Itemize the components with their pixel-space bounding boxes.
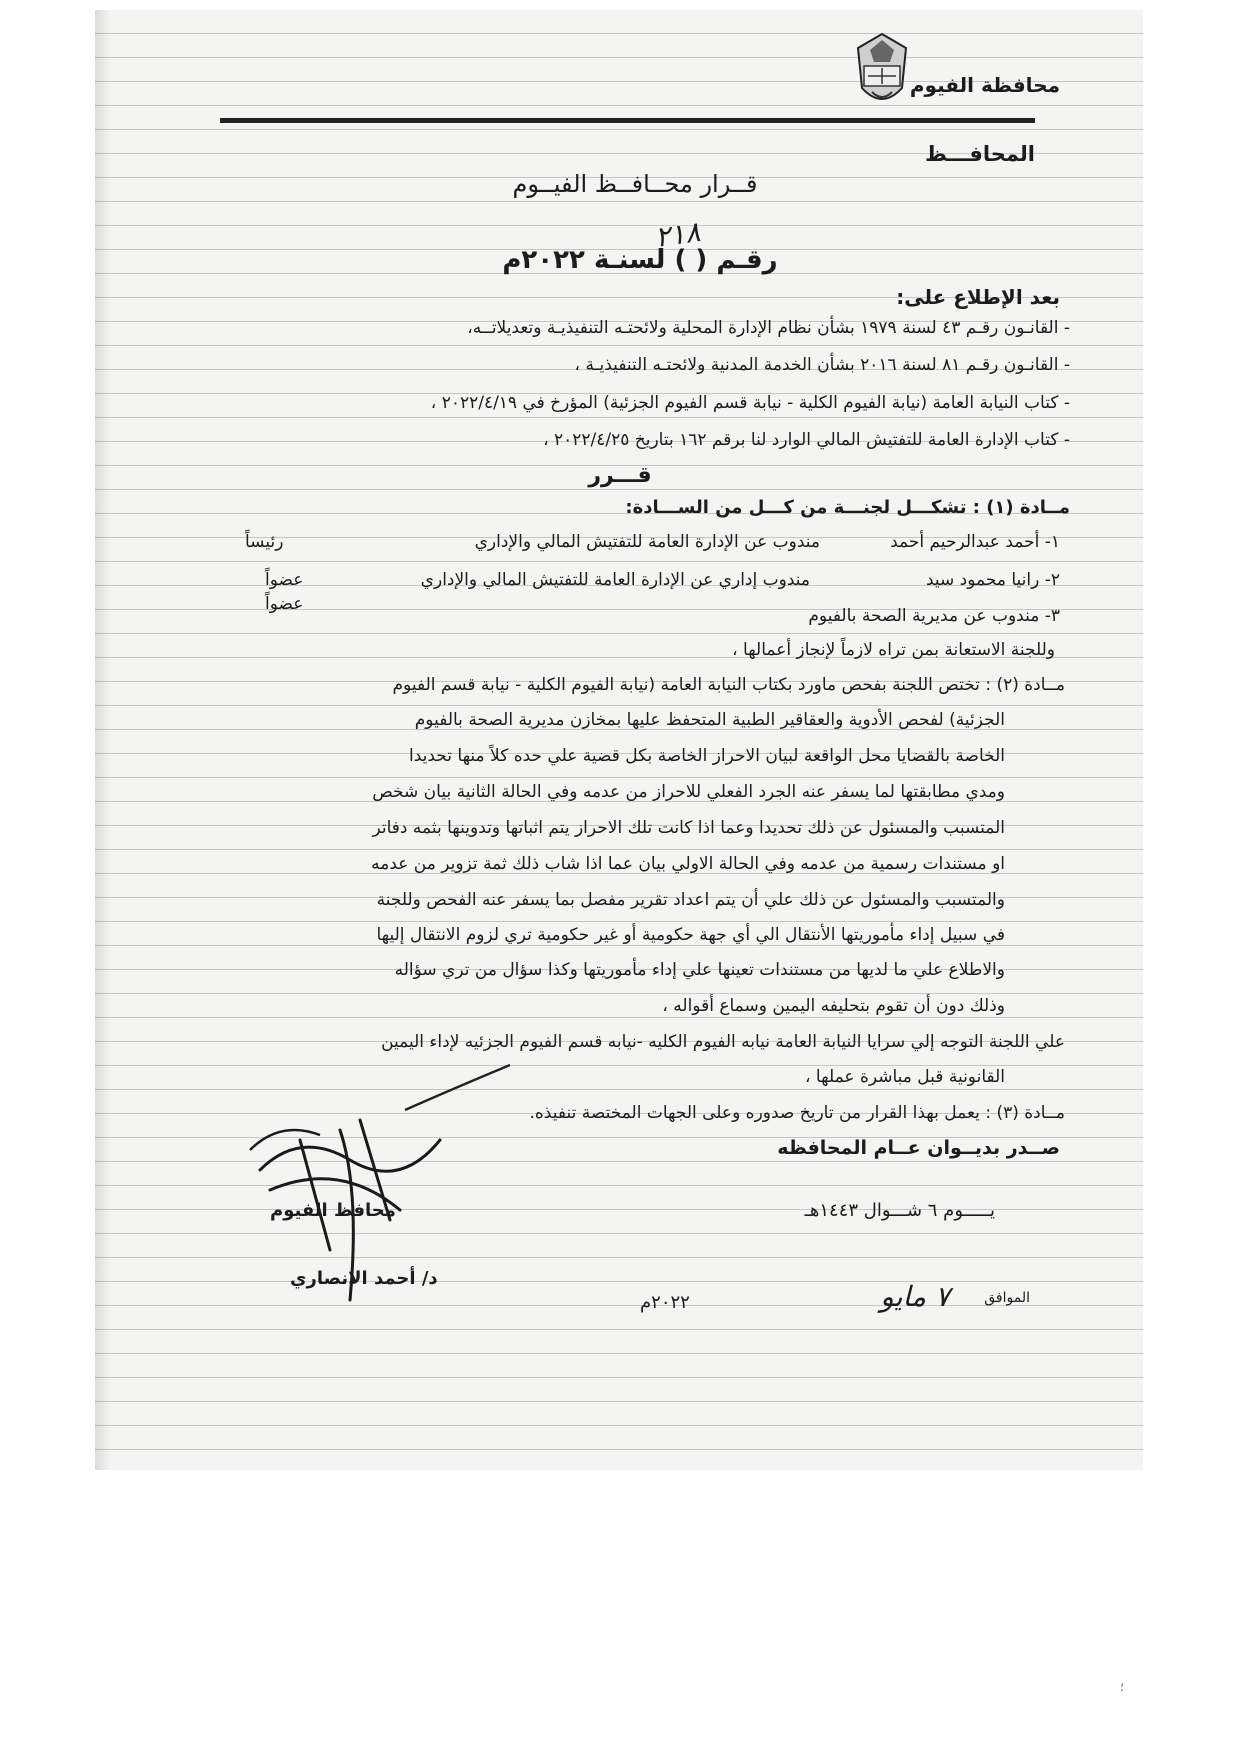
- article-2-line: الخاصة بالقضايا محل الواقعة لبيان الاحراز الخاصة بكل قضية علي حده كلاً منها تحديدا: [408, 746, 1005, 766]
- member-1-name: ١- أحمد عبدالرحيم أحمد: [890, 532, 1060, 552]
- article-2-line: مــادة (٢) : تختص اللجنة بفحص ماورد بكتاب النيابة العامة (نيابة الفيوم الكلية - نيابة قسم الفيوم: [392, 675, 1065, 695]
- member-1-role: رئيساً: [245, 532, 284, 552]
- issued-line: صــدر بديــوان عــام المحافظه: [777, 1137, 1060, 1159]
- article-2-line: علي اللجنة التوجه إلي سرايا النيابة العامة نيابه الفيوم الكليه -نيابه قسم الفيوم الجزئيه لإداء اليمين: [381, 1032, 1065, 1052]
- member-2-name: ٢- رانيا محمود سيد: [925, 570, 1060, 590]
- member-2-desc: مندوب إداري عن الإدارة العامة للتفتيش المالي والإداري: [420, 570, 810, 590]
- preamble-item: - القانـون رقـم ٤٣ لسنة ١٩٧٩ بشأن نظام الإدارة المحلية ولائحتـه التنفيذيـة وتعديلاتــه،: [467, 318, 1070, 338]
- member-3-name: ٣- مندوب عن مديرية الصحة بالفيوم: [808, 606, 1060, 626]
- article-2-line: في سبيل إداء مأموريتها الأنتقال الي أي جهة حكومية أو غير حكومية تري لزوم الانتقال إليها: [376, 925, 1005, 945]
- article-1-note: وللجنة الاستعانة بمن تراه لازماً لإنجاز أعمالها ،: [732, 640, 1055, 660]
- hijri-date: يـــــوم ٦ شـــوال ١٤٤٣هـ: [804, 1200, 995, 1221]
- article-2-line: او مستندات رسمية من عدمه وفي الحالة الاولي بيان عما اذا شاب ذلك ثمة تزوير من عدمه: [371, 854, 1005, 874]
- article-2-line: ومدي مطابقتها لما يسفر عنه الجرد الفعلي للاحراز من عدمه وفي الحالة الثانية بيان شخص: [372, 782, 1005, 802]
- governorate-seal-icon: [850, 28, 914, 114]
- gregorian-handwritten: ٧ مايو: [880, 1280, 950, 1313]
- header-divider: [220, 118, 1035, 123]
- preamble-heading: بعد الإطلاع على:: [896, 285, 1060, 309]
- preamble-item: - كتاب النيابة العامة (نيابة الفيوم الكلية - نيابة قسم الفيوم الجزئية) المؤرخ في ٢٠٢٢/٤/١٩ ،: [430, 393, 1070, 413]
- article-1-heading: مــادة (١) : تشكـــل لجنـــة من كـــل من الســـادة:: [625, 497, 1070, 518]
- article-2-line: والمتسبب والمسئول عن ذلك علي أن يتم اعداد تقرير مفصل بما يسفر عنه الفحص وللجنة: [376, 890, 1005, 910]
- member-3-role: عضواً: [265, 594, 304, 614]
- decree-title: قــرار محــافــظ الفيــوم: [512, 170, 758, 198]
- page-corner-mark: ؛: [1120, 1680, 1124, 1694]
- article-2-line: الجزئية) لفحص الأدوية والعقاقير الطبية المتحفظ عليها بمخازن مديرية الصحة بالفيوم: [414, 710, 1005, 730]
- office-title: المحافـــظ: [925, 142, 1035, 166]
- member-2-role: عضواً: [265, 570, 304, 590]
- article-2-line: وذلك دون أن تقوم بتحليفه اليمين وسماع أقواله ،: [662, 996, 1005, 1016]
- article-2-line: والاطلاع علي ما لديها من مستندات تعينها علي إداء مأموريتها وكذا سؤال من تري سؤاله: [394, 960, 1005, 980]
- preamble-item: - القانـون رقـم ٨١ لسنة ٢٠١٦ بشأن الخدمة المدنية ولائحتـه التنفيذيـة ،: [574, 355, 1070, 375]
- handwritten-decree-number: ٢١٨: [652, 215, 703, 254]
- handwritten-signature: [240, 1100, 490, 1310]
- gregorian-label: الموافق: [984, 1290, 1030, 1306]
- ink-stroke: [400, 1060, 520, 1120]
- decree-number-line: رقـم ( ) لسنـة ٢٠٢٢م: [502, 245, 778, 275]
- member-1-desc: مندوب عن الإدارة العامة للتفتيش المالي والإداري: [474, 532, 820, 552]
- article-3: مــادة (٣) : يعمل بهذا القرار من تاريخ صدوره وعلى الجهات المختصة تنفيذه.: [529, 1103, 1065, 1123]
- decides-heading: قـــرر: [588, 463, 652, 488]
- article-2-line: القانونية قبل مباشرة عملها ،: [805, 1067, 1005, 1087]
- preamble-item: - كتاب الإدارة العامة للتفتيش المالي الوارد لنا برقم ١٦٢ بتاريخ ٢٠٢٢/٤/٢٥ ،: [543, 430, 1070, 450]
- signatory-title: محافظ الفيوم: [270, 1200, 396, 1221]
- article-2-line: المتسبب والمسئول عن ذلك تحديدا وعما اذا كانت تلك الاحراز يتم اثباتها وتدوينها بثمه دفاتر: [372, 818, 1005, 838]
- gregorian-year: ٢٠٢٢م: [640, 1292, 690, 1313]
- signatory-name: د/ أحمد الانصاري: [290, 1268, 438, 1289]
- governorate-name: محافظة الفيوم: [909, 73, 1060, 97]
